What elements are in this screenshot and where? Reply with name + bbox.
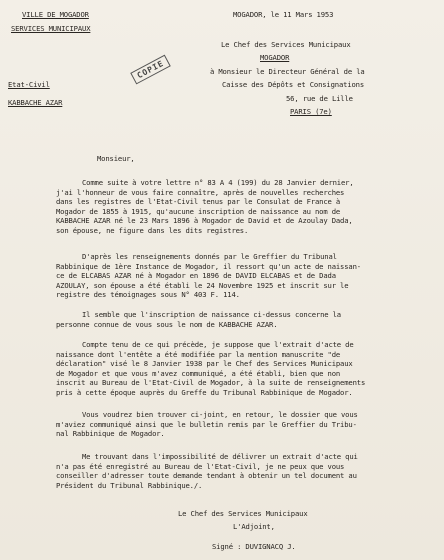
paragraph-line: Président du Tribunal Rabbinique./. bbox=[56, 480, 203, 490]
paragraph-line: Il semble que l'inscription de naissance ci-dessus concerne la bbox=[82, 310, 341, 319]
paragraph-line: n'a pas été enregistré au Bureau de l'Etat-Civil, je ne peux que vous bbox=[56, 461, 345, 471]
recipient-city: PARIS (7e) bbox=[290, 107, 332, 116]
paragraph-line: conseiller d'adresser toute demande tendant à obtenir un tel document au bbox=[56, 471, 357, 481]
paragraph-4 bbox=[56, 340, 365, 398]
header-city: VILLE DE MOGADOR bbox=[22, 10, 89, 19]
closing-signature: Signé : DUVIGNACQ J. bbox=[212, 542, 296, 551]
paragraph-line: Compte tenu de ce qui précède, je suppose que l'extrait d'acte de bbox=[82, 340, 354, 349]
closing-title: Le Chef des Services Municipaux bbox=[178, 509, 308, 518]
paragraph-line: Comme suite à votre lettre n° 83 A 4 (199) du 28 Janvier dernier, bbox=[82, 178, 354, 187]
paragraph-line: AZOULAY, son épouse a été établi le 24 Novembre 1925 et inscrit sur le bbox=[56, 280, 349, 290]
paragraph-line: dans les registres de l'Etat-Civil tenus par le Consulat de France à bbox=[56, 197, 341, 207]
paragraph-1 bbox=[56, 178, 354, 236]
recipient-line2: Caisse des Dépôts et Consignations bbox=[222, 80, 365, 89]
recipient-line1: à Monsieur le Directeur Général de la bbox=[210, 67, 365, 76]
recipient-street: 56, rue de Lille bbox=[286, 94, 353, 103]
salutation: Monsieur, bbox=[97, 154, 135, 163]
paragraph-line: Rabbinique de 1ère Instance de Mogador, il ressort qu'un acte de naissan- bbox=[56, 261, 361, 271]
copie-stamp: COPIE bbox=[130, 55, 171, 85]
paragraph-5 bbox=[56, 410, 358, 439]
paragraph-line: pris à cette époque auprès du Greffe du Tribunal Rabbinique de Mogador. bbox=[56, 387, 353, 397]
paragraph-line: Mogador de 1855 à 1915, qu'aucune inscription de naissance au nom de bbox=[56, 206, 341, 216]
paragraph-3 bbox=[56, 310, 341, 329]
paragraph-6 bbox=[56, 452, 358, 490]
paragraph-2 bbox=[56, 252, 361, 300]
paragraph-line: m'aviez communiqué ainsi que le bulletin remis par le Greffier du Tribu- bbox=[56, 419, 357, 429]
header-services: SERVICES MUNICIPAUX bbox=[11, 24, 91, 33]
paragraph-line: Vous voudrez bien trouver ci-joint, en retour, le dossier que vous bbox=[82, 410, 358, 419]
paragraph-line: inscrit au Bureau de l'Etat-Civil de Mogador, à la suite de renseignements bbox=[56, 378, 366, 388]
paragraph-line: ce de ELCABAS AZAR né à Mogador en 1896 de DAVID ELCABAS et de Dada bbox=[56, 271, 336, 281]
paragraph-line: déclaration" visé le 8 Janvier 1938 par le Chef des Services Municipaux bbox=[56, 359, 353, 369]
paragraph-line: de Mogador et que vous m'avez communiqué, a été établi, bien que non bbox=[56, 368, 341, 378]
paragraph-line: son épouse, ne figure dans les dits registres. bbox=[56, 225, 249, 235]
sender-title: Le Chef des Services Municipaux bbox=[221, 40, 351, 49]
header-etat-civil: Etat-Civil bbox=[8, 80, 50, 89]
paragraph-line: j'ai l'honneur de vous faire connaître, après de nouvelles recherches bbox=[56, 187, 345, 197]
paragraph-line: nal Rabbinique de Mogador. bbox=[56, 429, 165, 439]
paragraph-line: registre des témoignages sous N° 403 F. 114. bbox=[56, 290, 240, 300]
paragraph-line: personne connue de vous sous le nom de KABBACHE AZAR. bbox=[56, 319, 278, 329]
closing-adjoint: L'Adjoint, bbox=[233, 522, 275, 531]
paragraph-line: D'après les renseignements donnés par le Greffier du Tribunal bbox=[82, 252, 337, 261]
sender-city: MOGADOR bbox=[260, 53, 290, 62]
paragraph-line: naissance dont l'entête a été modifiée par la mention manuscrite "de bbox=[56, 349, 341, 359]
paragraph-line: Me trouvant dans l'impossibilité de délivrer un extrait d'acte qui bbox=[82, 452, 358, 461]
paragraph-line: KABBACHE AZAR né le 23 Mars 1896 à Mogador de David et de Azoulay Dada, bbox=[56, 216, 353, 226]
header-subject-name: KABBACHE AZAR bbox=[8, 98, 63, 107]
date-line: MOGADOR, le 11 Mars 1953 bbox=[233, 10, 334, 19]
